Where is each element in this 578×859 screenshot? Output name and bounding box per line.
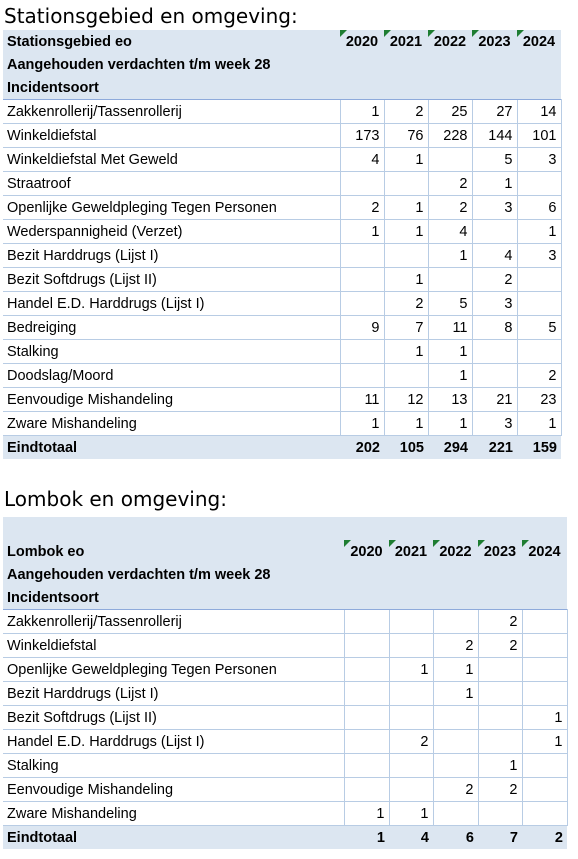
incident-type-label: Winkeldiefstal	[3, 634, 344, 658]
value-cell	[522, 682, 567, 706]
value-cell: 2	[472, 268, 517, 292]
incident-type-label: Openlijke Geweldpleging Tegen Personen	[3, 196, 340, 220]
pivot-table-stationsgebied	[3, 30, 562, 459]
value-cell	[389, 706, 433, 730]
value-cell	[344, 634, 389, 658]
value-cell: 1	[522, 706, 567, 730]
incident-type-label: Winkeldiefstal Met Geweld	[3, 148, 340, 172]
section-title-stationsgebied: Stationsgebied en omgeving:	[4, 4, 298, 28]
value-cell: 1	[517, 220, 561, 244]
value-cell	[344, 754, 389, 778]
value-cell	[428, 148, 472, 172]
total-label: Eindtotaal	[3, 436, 340, 460]
value-cell	[433, 754, 478, 778]
value-cell	[340, 364, 384, 388]
total-cell: 1	[344, 826, 389, 850]
total-cell: 2	[522, 826, 567, 850]
value-cell: 9	[340, 316, 384, 340]
value-cell	[517, 340, 561, 364]
total-label: Eindtotaal	[3, 826, 344, 850]
value-cell: 1	[428, 340, 472, 364]
incident-type-label: Stalking	[3, 754, 344, 778]
value-cell	[517, 292, 561, 316]
value-cell	[433, 610, 478, 634]
table-row	[3, 634, 567, 658]
value-cell: 1	[384, 220, 428, 244]
year-header-2021[interactable]: 2021	[384, 30, 428, 53]
value-cell: 21	[472, 388, 517, 412]
incident-type-label: Eenvoudige Mishandeling	[3, 778, 344, 802]
value-cell	[522, 610, 567, 634]
header-label	[3, 517, 344, 540]
value-cell: 2	[340, 196, 384, 220]
value-cell: 12	[384, 388, 428, 412]
header-row	[3, 563, 567, 586]
table-row	[3, 172, 561, 196]
header-row	[3, 30, 561, 53]
value-cell: 2	[433, 778, 478, 802]
header-label: Incidentsoort	[3, 586, 344, 610]
header-row	[3, 540, 567, 563]
value-cell: 1	[384, 196, 428, 220]
value-cell: 5	[428, 292, 472, 316]
value-cell: 2	[428, 172, 472, 196]
value-cell	[340, 268, 384, 292]
header-label: Stationsgebied eo	[3, 30, 340, 53]
value-cell	[344, 778, 389, 802]
value-cell	[389, 682, 433, 706]
value-cell: 2	[384, 292, 428, 316]
value-cell: 101	[517, 124, 561, 148]
value-cell	[340, 340, 384, 364]
value-cell	[344, 730, 389, 754]
value-cell	[478, 682, 522, 706]
table-row	[3, 364, 561, 388]
year-header-2020[interactable]: 2020	[340, 30, 384, 53]
value-cell	[478, 706, 522, 730]
year-header-2024[interactable]: 2024	[522, 540, 567, 563]
value-cell	[340, 244, 384, 268]
value-cell: 3	[517, 244, 561, 268]
value-cell: 1	[433, 658, 478, 682]
value-cell: 25	[428, 100, 472, 124]
incident-type-label: Handel E.D. Harddrugs (Lijst I)	[3, 292, 340, 316]
total-row	[3, 826, 567, 850]
table-row	[3, 682, 567, 706]
value-cell	[340, 172, 384, 196]
total-cell: 159	[517, 436, 561, 460]
value-cell: 4	[472, 244, 517, 268]
value-cell	[433, 730, 478, 754]
value-cell	[384, 364, 428, 388]
table-row	[3, 388, 561, 412]
value-cell: 1	[389, 802, 433, 826]
year-header-2022[interactable]: 2022	[433, 540, 478, 563]
value-cell: 1	[384, 412, 428, 436]
value-cell: 1	[522, 730, 567, 754]
total-row	[3, 436, 561, 460]
table-row	[3, 754, 567, 778]
value-cell: 3	[472, 412, 517, 436]
value-cell: 1	[340, 412, 384, 436]
value-cell	[517, 172, 561, 196]
value-cell: 76	[384, 124, 428, 148]
value-cell: 1	[472, 172, 517, 196]
value-cell	[517, 268, 561, 292]
value-cell	[389, 610, 433, 634]
table-row	[3, 316, 561, 340]
value-cell	[522, 658, 567, 682]
total-cell: 202	[340, 436, 384, 460]
incident-type-label: Zakkenrollerij/Tassenrollerij	[3, 610, 344, 634]
value-cell	[478, 802, 522, 826]
header-row	[3, 517, 567, 540]
table-row	[3, 100, 561, 124]
total-cell: 105	[384, 436, 428, 460]
table-row	[3, 412, 561, 436]
header-label: Incidentsoort	[3, 76, 340, 100]
value-cell: 27	[472, 100, 517, 124]
value-cell: 2	[428, 196, 472, 220]
value-cell: 1	[340, 220, 384, 244]
value-cell: 23	[517, 388, 561, 412]
header-label: Lombok eo	[3, 540, 344, 563]
value-cell	[384, 244, 428, 268]
value-cell: 1	[517, 412, 561, 436]
incident-type-label: Winkeldiefstal	[3, 124, 340, 148]
value-cell: 6	[517, 196, 561, 220]
value-cell: 1	[478, 754, 522, 778]
value-cell: 3	[517, 148, 561, 172]
year-header-2021[interactable]: 2021	[389, 540, 433, 563]
incident-type-label: Handel E.D. Harddrugs (Lijst I)	[3, 730, 344, 754]
table-row	[3, 778, 567, 802]
value-cell: 2	[478, 610, 522, 634]
incident-type-label: Bedreiging	[3, 316, 340, 340]
value-cell: 2	[478, 778, 522, 802]
value-cell	[389, 754, 433, 778]
total-cell: 4	[389, 826, 433, 850]
value-cell: 2	[389, 730, 433, 754]
value-cell: 14	[517, 100, 561, 124]
value-cell: 2	[478, 634, 522, 658]
table-row	[3, 244, 561, 268]
header-row	[3, 53, 561, 76]
header-row	[3, 76, 561, 100]
value-cell: 5	[517, 316, 561, 340]
table-row	[3, 292, 561, 316]
incident-type-label: Bezit Harddrugs (Lijst I)	[3, 244, 340, 268]
table-body	[3, 100, 561, 436]
total-cell: 7	[478, 826, 522, 850]
value-cell	[522, 634, 567, 658]
total-cell: 294	[428, 436, 472, 460]
table-row	[3, 148, 561, 172]
value-cell	[344, 610, 389, 634]
total-cell: 221	[472, 436, 517, 460]
table-row	[3, 124, 561, 148]
table-row	[3, 220, 561, 244]
incident-type-label: Zware Mishandeling	[3, 802, 344, 826]
year-header-2023[interactable]: 2023	[478, 540, 522, 563]
section-title-lombok: Lombok en omgeving:	[4, 487, 227, 511]
value-cell: 4	[428, 220, 472, 244]
value-cell: 11	[340, 388, 384, 412]
incident-type-label: Zware Mishandeling	[3, 412, 340, 436]
table-row	[3, 658, 567, 682]
value-cell: 2	[433, 634, 478, 658]
value-cell: 1	[340, 100, 384, 124]
value-cell: 1	[428, 364, 472, 388]
value-cell	[522, 778, 567, 802]
value-cell	[428, 268, 472, 292]
value-cell: 1	[384, 148, 428, 172]
value-cell	[472, 340, 517, 364]
table-row	[3, 196, 561, 220]
value-cell	[344, 706, 389, 730]
incident-type-label: Straatroof	[3, 172, 340, 196]
incident-type-label: Eenvoudige Mishandeling	[3, 388, 340, 412]
value-cell	[389, 634, 433, 658]
year-header-2022[interactable]: 2022	[428, 30, 472, 53]
value-cell: 7	[384, 316, 428, 340]
value-cell: 11	[428, 316, 472, 340]
incident-type-label: Openlijke Geweldpleging Tegen Personen	[3, 658, 344, 682]
incident-type-label: Wederspannigheid (Verzet)	[3, 220, 340, 244]
value-cell	[478, 730, 522, 754]
value-cell	[522, 754, 567, 778]
value-cell	[340, 292, 384, 316]
value-cell	[433, 802, 478, 826]
header-label: Aangehouden verdachten t/m week 28	[3, 53, 340, 76]
year-header-2024[interactable]: 2024	[517, 30, 561, 53]
value-cell: 8	[472, 316, 517, 340]
value-cell	[344, 658, 389, 682]
value-cell	[478, 658, 522, 682]
value-cell: 2	[517, 364, 561, 388]
incident-type-label: Stalking	[3, 340, 340, 364]
table-row	[3, 268, 561, 292]
value-cell: 1	[384, 340, 428, 364]
value-cell: 3	[472, 292, 517, 316]
incident-type-label: Doodslag/Moord	[3, 364, 340, 388]
pivot-table-lombok	[3, 517, 568, 849]
value-cell: 5	[472, 148, 517, 172]
incident-type-label: Bezit Softdrugs (Lijst II)	[3, 706, 344, 730]
table-row	[3, 802, 567, 826]
year-header-2020[interactable]: 2020	[344, 540, 389, 563]
incident-type-label: Bezit Harddrugs (Lijst I)	[3, 682, 344, 706]
value-cell	[472, 220, 517, 244]
incident-type-label: Zakkenrollerij/Tassenrollerij	[3, 100, 340, 124]
value-cell: 1	[344, 802, 389, 826]
header-label: Aangehouden verdachten t/m week 28	[3, 563, 344, 586]
value-cell: 3	[472, 196, 517, 220]
value-cell: 1	[433, 682, 478, 706]
header-row	[3, 586, 567, 610]
value-cell: 4	[340, 148, 384, 172]
table-row	[3, 340, 561, 364]
table-row	[3, 706, 567, 730]
table-body	[3, 610, 567, 826]
value-cell: 1	[384, 268, 428, 292]
value-cell: 2	[384, 100, 428, 124]
incident-type-label: Bezit Softdrugs (Lijst II)	[3, 268, 340, 292]
value-cell: 228	[428, 124, 472, 148]
value-cell: 1	[428, 412, 472, 436]
value-cell: 1	[428, 244, 472, 268]
value-cell: 144	[472, 124, 517, 148]
value-cell	[472, 364, 517, 388]
value-cell: 173	[340, 124, 384, 148]
table-row	[3, 730, 567, 754]
value-cell: 1	[389, 658, 433, 682]
table-row	[3, 610, 567, 634]
value-cell	[522, 802, 567, 826]
value-cell	[389, 778, 433, 802]
value-cell	[433, 706, 478, 730]
value-cell	[344, 682, 389, 706]
total-cell: 6	[433, 826, 478, 850]
year-header-2023[interactable]: 2023	[472, 30, 517, 53]
value-cell	[384, 172, 428, 196]
value-cell: 13	[428, 388, 472, 412]
